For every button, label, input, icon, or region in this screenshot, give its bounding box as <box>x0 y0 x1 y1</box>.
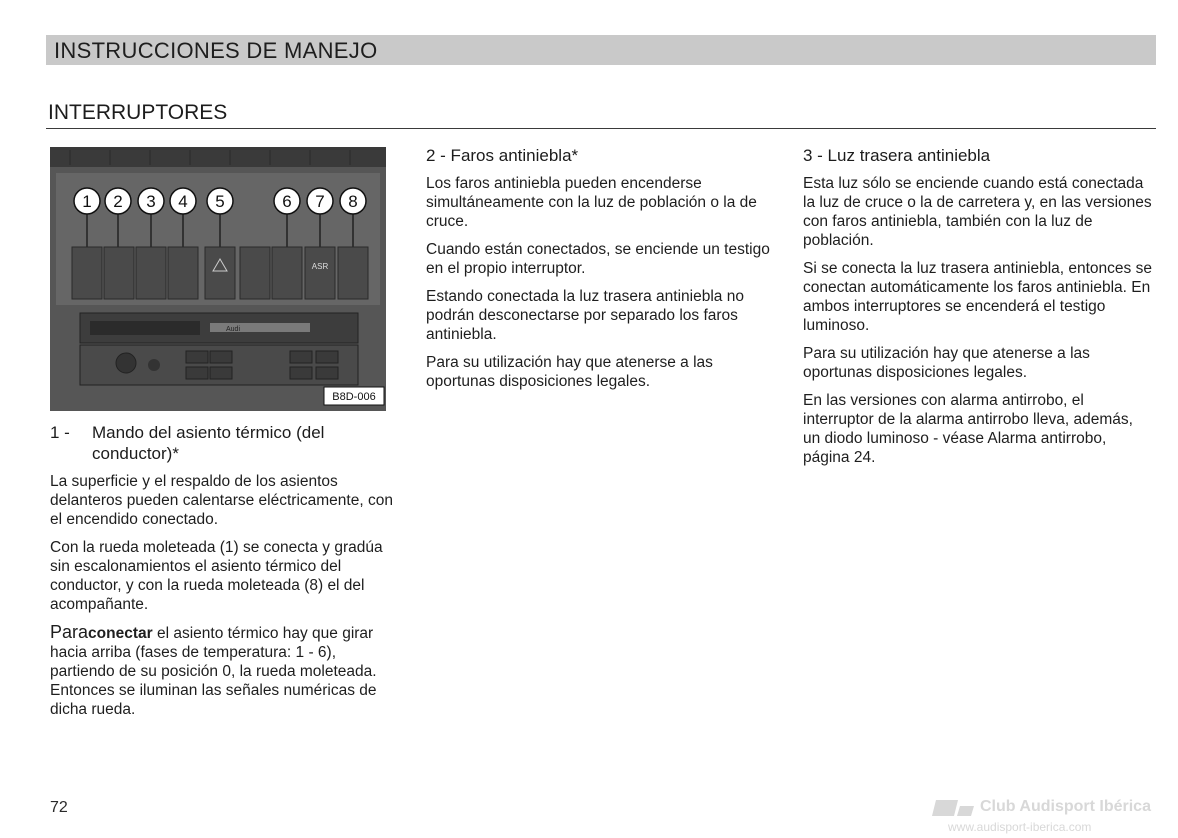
section-title: INTERRUPTORES <box>48 101 228 124</box>
callout-6: 6 <box>282 192 292 211</box>
item-3-paragraph: Para su utilización hay que atenerse a las oportunas disposiciones legales. <box>803 345 1090 381</box>
item-2-title: 2 - Faros antiniebla* <box>426 146 579 165</box>
switch-panel-photo <box>50 147 386 411</box>
item-2-paragraph: Cuando están conectados, se enciende un testigo en el propio interruptor. <box>426 241 770 277</box>
watermark-url: www.audisport-iberica.com <box>948 820 1092 834</box>
column-1 <box>50 422 402 728</box>
figure-code: B8D-006 <box>332 391 376 403</box>
item-2-paragraph: Para su utilización hay que atenerse a las oportunas disposiciones legales. <box>426 354 713 390</box>
item-1-paragraph: Con la rueda moleteada (1) se conecta y gradúa sin escalonamientos el asiento térmico del conductor, y con la rueda moleteada (8) el del acompañante. <box>50 539 383 613</box>
item-1-bold-word: conectar <box>88 625 153 642</box>
callout-1: 1 <box>82 192 92 211</box>
item-3-paragraph: En las versiones con alarma antirrobo, el interruptor de la alarma antirrobo lleva, además, un diodo luminoso - véase Alarma antirrobo, página 24. <box>803 392 1133 466</box>
callout-7: 7 <box>315 192 325 211</box>
item-1-heading <box>50 422 402 464</box>
item-1-paragraph: La superficie y el respaldo de los asientos delanteros pueden calentarse eléctricamente, con el encendido conectado. <box>50 473 393 528</box>
watermark-name: Club Audisport Ibérica <box>980 798 1151 815</box>
item-1-lead-word: Para <box>50 622 89 642</box>
radio-brand-label: Audi <box>226 326 241 333</box>
callout-4: 4 <box>178 192 188 211</box>
item-3-title: 3 - Luz trasera antiniebla <box>803 146 991 165</box>
page-number: 72 <box>50 799 68 816</box>
item-2-paragraph: Estando conectada la luz trasera antiniebla no podrán desconectarse por separado los faros antiniebla. <box>426 288 744 343</box>
asr-switch-label: ASR <box>311 262 329 271</box>
section-divider <box>46 128 1156 129</box>
header-bar <box>46 35 1156 65</box>
item-2-paragraph: Los faros antiniebla pueden encenderse simultáneamente con la luz de población o la de cruce. <box>426 175 757 230</box>
item-1-number: 1 - <box>50 423 70 442</box>
item-1-text: el asiento térmico hay que girar hacia arriba (fases de temperatura: 1 - 6), partiendo de su posición 0, la rueda moleteada. Entonces se iluminan las señales numéricas de dicha rueda. <box>50 625 377 718</box>
watermark <box>930 796 1160 834</box>
callout-5: 5 <box>215 192 225 211</box>
callout-8: 8 <box>348 192 358 211</box>
item-3-paragraph: Esta luz sólo se enciende cuando está conectada la luz de cruce o la de carretera y, en las versiones con faros antiniebla, también con la luz de población. <box>803 175 1152 249</box>
item-3-paragraph: Si se conecta la luz trasera antiniebla, entonces se conectan automáticamente los faros antiniebla. En ambos interruptores se encenderá el testigo luminoso. <box>803 260 1152 334</box>
column-3 <box>803 145 1153 476</box>
callout-2: 2 <box>113 192 123 211</box>
chapter-title: INSTRUCCIONES DE MANEJO <box>54 38 378 63</box>
column-2 <box>426 145 776 400</box>
item-1-paragraph-conectar <box>50 623 402 719</box>
club-logo-icon <box>930 800 974 816</box>
item-1-title: Mando del asiento térmico (del conductor)* <box>92 423 325 463</box>
callout-3: 3 <box>146 192 156 211</box>
